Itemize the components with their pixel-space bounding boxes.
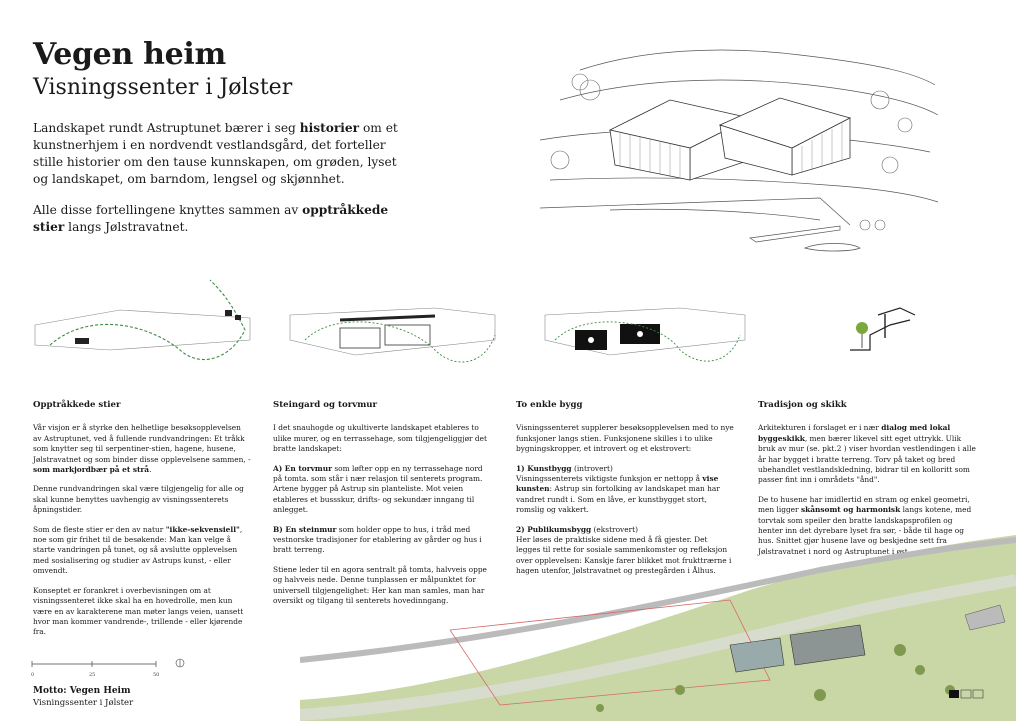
page-subtitle: Visningssenter i Jølster <box>33 75 293 100</box>
column-paragraph <box>33 423 251 475</box>
column-paths <box>33 400 251 647</box>
emphasis: 1) Kunstbygg <box>516 463 572 473</box>
text: . <box>149 465 152 475</box>
page-indicator-inactive <box>961 690 971 698</box>
emphasis: 2) Publikumsbygg <box>516 524 592 534</box>
intro-text: Alle disse fortellingene knyttes sammen av <box>33 203 303 217</box>
intro-text: om et kunstnerhjem i en nordvendt vestlandsgård, det forteller stille historier om den tause kunnskapen, om grøden, lyset og landskapet, om barndom, lengsel og skjønnhet. <box>33 121 398 186</box>
page-indicator-inactive <box>973 690 983 698</box>
text: (introvert) <box>571 463 613 473</box>
text: Vår visjon er å styrke den helhetlige besøksopplevelsen av Astruptunet, ved å fullende rundvandringen: Et tråkk som knytter seg til serpentiner-stien, hagene, husene, Jølstravatnet og som binder disse opplevelsene sammen, - <box>33 423 251 464</box>
site-plan <box>300 530 1016 721</box>
page-title: Vegen heim <box>33 37 226 72</box>
text: Visningssenterets viktigste funksjon er nettopp å <box>516 474 703 484</box>
column-paragraph <box>758 423 976 485</box>
emphasis: B) En steinmur <box>273 524 337 534</box>
perspective-drawing <box>520 30 940 260</box>
column-paragraph: Visningssenteret supplerer besøksopplevelsen med to nye funksjoner langs stien. Funksjonene skilles i to ulike bygningskropper, et introvert og et ekstrovert: <box>516 423 734 454</box>
column-heading: Opptråkkede stier <box>33 400 121 410</box>
text: , noe som gir frihet til de besøkende: Man kan velge å starte vandringen på tunet, og så avslutte opplevelsen med sosialisering og studier av Astrups kunst, - eller omvendt. <box>33 524 243 576</box>
diagram-walls <box>285 270 505 380</box>
emphasis: dialog med lokal byggeskikk <box>758 423 951 443</box>
motto-title: Motto: Vegen Heim <box>33 686 131 696</box>
emphasis: vise kunsten <box>516 474 719 494</box>
column-heading: Steingard og torvmur <box>273 400 378 410</box>
scale-label: 0 <box>31 672 35 678</box>
north-arrow-icon <box>176 659 184 667</box>
emphasis: "ikke-sekvensiell" <box>165 524 240 534</box>
text: Arkitekturen i forslaget er i nær <box>758 423 882 433</box>
column-paragraph <box>273 464 491 516</box>
column-paragraph <box>516 464 734 516</box>
emphasis: som markjordbær på et strå <box>33 465 150 475</box>
column-paragraph <box>33 525 251 577</box>
column-paragraph: Konseptet er forankret i overbevisningen om at visningssenteret ikke skal ha en hovedrolle, men kun være en av karakterene man møter langs veien, uansett hvor man kommer vandrende-, trillende - eller kjørende fra. <box>33 585 244 637</box>
intro-text: langs Jølstravatnet. <box>64 220 189 234</box>
emphasis: A) En torvmur <box>273 463 333 473</box>
text: langs kotene, med torvtak som speiler den bratte landskapsprofilen og henter inn det dyrebare lyset fra sør, - både til hage og hus. Snittet gjør husene lave og beskjedne sett fra Jølstravatnet i nord og Astruptunet i øst. <box>758 505 972 556</box>
column-paragraph: Stiene leder til en agora sentralt på tomta, halvveis oppe og halvveis nede. Denne tunplassen er målpunktet for universell tilgjengelighet: Her kan man samles, man har oversikt og tilgang til senterets hovedinngang. <box>273 564 487 606</box>
scale-label: 25 <box>89 672 96 678</box>
motto-subtitle: Visningssenter i Jølster <box>33 698 134 708</box>
text: som holder oppe to hus, i tråd med vestnorske tradisjoner for etablering av gårder og hus i bratt terreng. <box>273 524 482 555</box>
intro-paragraph-1 <box>33 120 413 188</box>
scale-bar <box>30 656 190 680</box>
text: , men bærer likevel sitt eget uttrykk. Ulik bruk av mur (se. pkt.2 ) viser hvordan vestlendingen i alle år har bygget i bratte terreng. Torv på taket og bred ubehandlet vestlandskledning, bidrar til en kolloritt som passer fint inn i områdets "ånd". <box>758 433 976 485</box>
text: (ekstrovert) <box>591 524 638 534</box>
intro-emphasis: opptråkkede stier <box>33 203 389 234</box>
intro-text: Landskapet rundt Astruptunet bærer i seg <box>33 121 300 135</box>
emphasis: skånsomt og harmonisk <box>800 505 901 515</box>
column-heading: To enkle bygg <box>516 400 583 410</box>
scale-label: 50 <box>153 672 160 678</box>
diagram-paths <box>30 270 260 380</box>
text: som løfter opp en ny terrassehage nord på tomta. som står i nær relasjon til senterets program. Artene bygger på Astrup sin planteliste. Mot veien etableres et bussskur, drifts- og sekundær inngang til anlegget. <box>273 463 483 515</box>
column-paragraph: Denne rundvandringen skal være tilgjengelig for alle og skal kunne benyttes uavhengig av visningssenterets åpningstider. <box>33 484 244 515</box>
page-indicator <box>948 689 988 699</box>
intro-emphasis: historier <box>299 121 360 135</box>
text: Her løses de praktiske sidene med å få gjester. Det legges til rette for sosiale sammenkomster og refleksjon over opplevelsen: Kanskje farer blikket mot frukttrærne i hagen utenfor, Jølstravatnet og prestegården i Ålhus. <box>516 535 732 576</box>
column-paragraph: I det snauhogde og ukultiverte landskapet etableres to ulike murer, og en terrassehage, som tilgjengeliggjør det bratte landskapet: <box>273 423 487 454</box>
text: : Astrup sin fortolking av landskapet man har vandret rundt i. Som en låve, er kunstbygget stort, romslig og vakkert. <box>516 484 720 515</box>
page-indicator-active <box>949 690 959 698</box>
column-heading: Tradisjon og skikk <box>758 400 847 410</box>
diagram-section <box>840 270 930 380</box>
text: De to husene har imidlertid en stram og enkel geometri, men ligger <box>758 494 970 515</box>
intro-paragraph-2 <box>33 202 413 236</box>
text: Som de fleste stier er den av natur <box>33 524 166 534</box>
diagram-buildings <box>540 270 750 380</box>
